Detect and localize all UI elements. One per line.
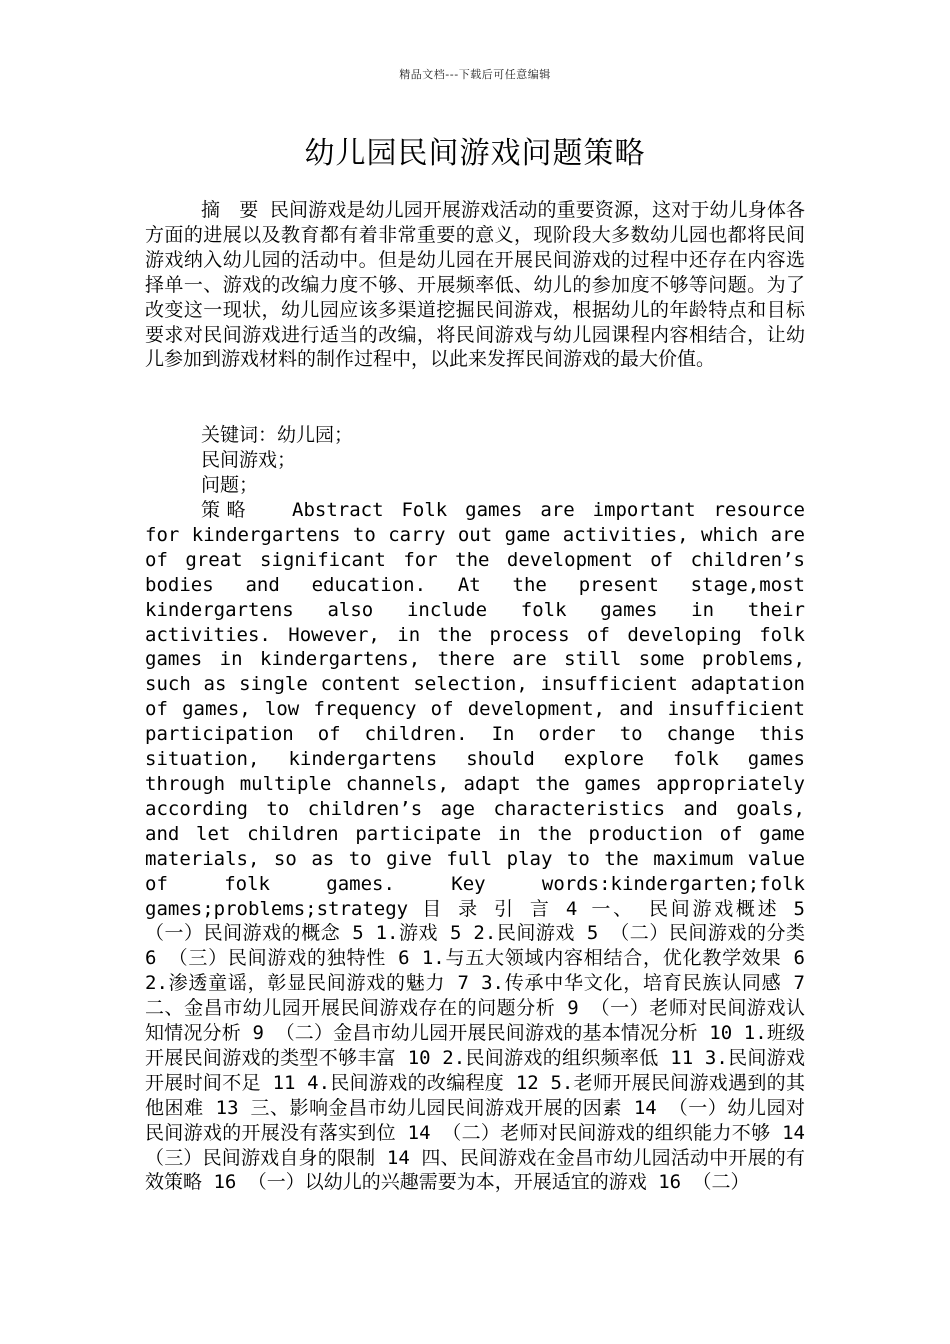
keywords-line-3: 问题；	[201, 474, 259, 496]
header-note: 精品文档---下载后可任意编辑	[399, 68, 551, 81]
keywords-line-1: 关键词：幼儿园；	[201, 424, 354, 446]
document-title: 幼儿园民间游戏问题策略	[304, 136, 646, 171]
strategy-label: 策略	[201, 499, 253, 521]
abstract-english-and-toc	[145, 498, 805, 1195]
abstract-english-text: Abstract Folk games are important resource for kindergartens to carry out game activities, which are of great significant for the development of children’s bodies and education. At the present stage,most kindergartens also include folk games in their activities. However, in the process of developing folk games in kindergartens, there are still some problems, such as single content selection, insufficient adaptation of games, low frequency of development, and insufficient participation of children. In order to change this situation, kindergartens should explore folk games through multiple channels, adapt the games appropriately according to children’s age characteristics and goals, and let children participate in the production of game materials, so as to give full play to the maximum value of folk games. Key words:kindergarten;folk games;problems;strategy 目 录 引 言 4 一、 民间游戏概述 5 （一）民间游戏的概念 5 1.游戏 5 2.民间游戏 5 （二）民间游戏的分类 6 （三）民间游戏的独特性 6 1.与五大领域内容相结合，优化教学效果 6 2.渗透童谣，彰显民间游戏的魅力 7 3.传承中华文化，培育民族认同感 7 二、金昌市幼儿园开展民间游戏存在的问题分析 9 （一）老师对民间游戏认知情况分析 9 （二）金昌市幼儿园开展民间游戏的基本情况分析 10 1.班级开展民间游戏的类型不够丰富 10 2.民间游戏的组织频率低 11 3.民间游戏开展时间不足 11 4.民间游戏的改编程度 12 5.老师开展民间游戏遇到的其他困难 13 三、影响金昌市幼儿园民间游戏开展的因素 14 （一）幼儿园对民间游戏的开展没有落实到位 14 （二）老师对民间游戏的组织能力不够 14 （三）民间游戏自身的限制 14 四、民间游戏在金昌市幼儿园活动中开展的有效策略 16 （一）以幼儿的兴趣需要为本，开展适宜的游戏 16 （二）	[145, 499, 805, 1194]
keywords-line-2: 民间游戏；	[201, 449, 297, 471]
abstract-chinese: 摘 要 民间游戏是幼儿园开展游戏活动的重要资源，这对于幼儿身体各方面的进展以及教育都有着非常重要的意义，现阶段大多数幼儿园也都将民间游戏纳入幼儿园的活动中。但是幼儿园在开展民间游戏的过程中还存在内容选择单一、游戏的改编力度不够、开展频率低、幼儿的参加度不够等问题。为了改变这一现状，幼儿园应该多渠道挖掘民间游戏，根据幼儿的年龄特点和目标要求对民间游戏进行适当的改编，将民间游戏与幼儿园课程内容相结合，让幼儿参加到游戏材料的制作过程中，以此来发挥民间游戏的最大价值。	[145, 199, 805, 371]
